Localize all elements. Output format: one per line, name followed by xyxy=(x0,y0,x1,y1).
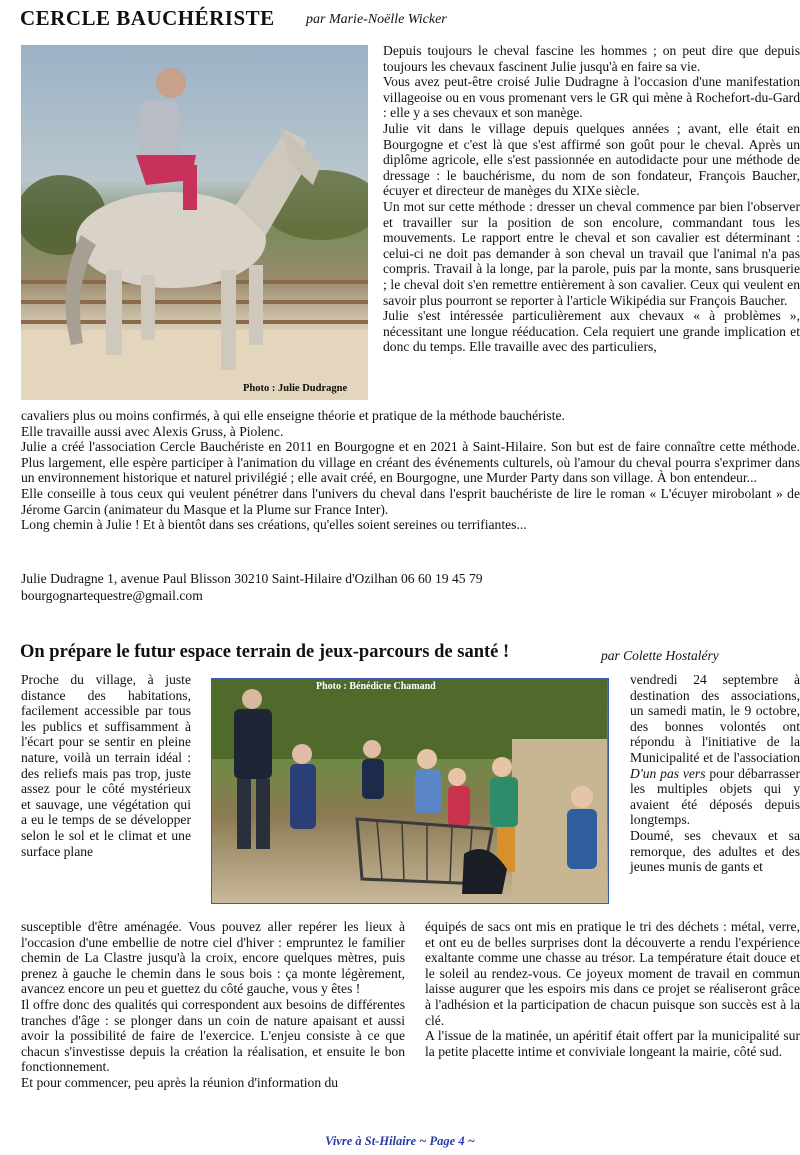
article2-left-full xyxy=(21,919,405,1091)
volunteers-illustration xyxy=(212,679,607,902)
paragraph: Proche du village, à juste distance des habitations, facilement accessible par tous les publics et suffisamment à l'écart pour se sentir en pleine nature, voilà un terrain idéal : des reliefs mais pas trop, juste assez pour le côté mystérieux et sauvage, une végétation qui a eu le temps de se développer selon le sol et le climat et une surface plane xyxy=(21,672,191,859)
article1-full-text xyxy=(21,408,800,533)
photo-caption: Photo : Bénédicte Chamand xyxy=(316,681,436,692)
paragraph: Julie vit dans le village depuis quelques années ; avant, elle était en Bourgogne et c'est là que s'est affirmé son goût pour le cheval. Après un diplôme agricole, elle s'est passionnée en autodidacte pour une méthode de dressage : le bauchérisme, du nom de son fondateur, François Baucher, écuyer et directeur de manèges du XIXe siècle. xyxy=(383,120,800,199)
paragraph: susceptible d'être aménagée. Vous pouvez aller repérer les lieux à l'occasion d'une embellie de notre ciel d'hiver : empruntez le familier chemin de La Clastre jusqu'à la croix, encore quelques mètres, puis prenez à gauche le chemin dans le sous bois : ça monte légèrement, avancez encore un peu et guettez du côté gauche, vous y êtes ! xyxy=(21,919,405,997)
contact-email[interactable]: bourgognartequestre@gmail.com xyxy=(21,588,203,603)
paragraph: Et pour commencer, peu après la réunion d'information du xyxy=(21,1074,339,1090)
horse-rider-photo xyxy=(21,45,368,400)
photo-caption: Photo : Julie Dudragne xyxy=(243,383,348,394)
paragraph: Un mot sur cette méthode : dresser un cheval commence par bien l'observer et travailler sur la position de son encolure, commandant tous les mouvements. Le rapport entre le cheval et son cavalier est déterminant : celui-ci ne doit pas demander à son cheval un travail que l'animal n'a pas compris. Travail à la longe, par la parole, puis par la monte, sans brusquerie ; le cheval doit s'en remettre entièrement à son cavalier. Ceux qui veulent en savoir plus pourront se reporter à l'article Wikipédia sur François Baucher. xyxy=(383,198,800,308)
text-segment: vendredi 24 septembre à destination des associations, un samedi matin, le 9 octobre, des bonnes volontés ont répondu à l'initiative de la Municipalité et de l'association xyxy=(630,672,800,765)
article2-right-column xyxy=(630,672,800,875)
article2-byline: par Colette Hostaléry xyxy=(601,648,719,663)
cleanup-volunteers-photo xyxy=(211,678,609,904)
association-name: D'un pas vers xyxy=(630,765,706,781)
paragraph: cavaliers plus ou moins confirmés, à qui elle enseigne théorie et pratique de la méthode bauchériste. xyxy=(21,408,565,423)
page-footer: Vivre à St-Hilaire ~ Page 4 ~ xyxy=(325,1134,475,1148)
paragraph: Depuis toujours le cheval fascine les hommes ; on peut dire que depuis toujours les chevaux fascinent Julie jusqu'à en faire sa vie. xyxy=(383,43,800,74)
paragraph: Long chemin à Julie ! Et à bientôt dans ses créations, qu'elles soient sereines ou terrifiantes... xyxy=(21,517,527,533)
paragraph: équipés de sacs ont mis en pratique le tri des déchets : métal, verre, et ont eu de belles surprises dont la découverte a rendu l'expérience exaltante comme une chasse au trésor. La température était douce et le soleil au rendez-vous. Ce joyeux moment de travail en commun laisse augurer que les espoirs mis dans ce projet se réaliseront grâce à l'adhésion et la participation de chacun puisque son succès est à la clé. xyxy=(425,919,800,1028)
article2-left-column xyxy=(21,672,191,859)
article2-title: On prépare le futur espace terrain de jeux-parcours de santé ! xyxy=(20,642,510,662)
paragraph: Elle conseille à tous ceux qui veulent pénétrer dans l'univers du cheval dans l'esprit bauchériste de lire le roman « L'écuyer mirobolant » de Jérome Garcin (animateur du Masque et la Plume sur France Inter). xyxy=(21,485,800,517)
contact-address: Julie Dudragne 1, avenue Paul Blisson 30210 Saint-Hilaire d'Ozilhan 06 60 19 45 79 xyxy=(21,571,483,586)
paragraph: Elle travaille aussi avec Alexis Gruss, à Piolenc. xyxy=(21,423,284,439)
article1-column-text xyxy=(383,43,800,355)
paragraph: Doumé, ses chevaux et sa remorque, des adultes et des jeunes munis de gants et xyxy=(630,827,800,875)
paragraph: A l'issue de la matinée, un apéritif était offert par la municipalité sur la petite placette intime et conviviale longeant la mairie, côté sud. xyxy=(425,1028,800,1059)
article1-title: CERCLE BAUCHÉRISTE xyxy=(20,6,275,30)
paragraph: Julie s'est intéressée particulièrement aux chevaux « à problèmes », nécessitant une longue rééducation. Cela requiert une grande implication et donc du temps. Elle travaille avec des particuliers, xyxy=(383,308,800,355)
contact-block xyxy=(21,570,800,604)
article1-byline: par Marie-Noëlle Wicker xyxy=(306,12,447,27)
horse-rider-illustration xyxy=(21,45,368,400)
paragraph: Il offre donc des qualités qui correspondent aux besoins de différentes tranches d'âge : se plonger dans un coin de nature apaisant et aussi avoir la possibilité de faire de l'exercice. L'enjeu consiste à ce que chacun s'investisse depuis la création la réalisation, et ensuite le bon fonctionnement. xyxy=(21,996,405,1075)
article2-right-full xyxy=(425,919,800,1059)
text-segment: pour débarrasser les multiples objets qui y avaient été déposés depuis longtemps. xyxy=(630,765,800,828)
paragraph: Vous avez peut-être croisé Julie Dudragne à l'occasion d'une manifestation villageoise ou en vous promenant vers le GR qui mène à Rochefort-du-Gard : elle y a ses chevaux et son manège. xyxy=(383,74,800,121)
paragraph xyxy=(630,672,800,828)
paragraph: Julie a créé l'association Cercle Bauchériste en 2011 en Bourgogne et en 2021 à Saint-Hilaire. Son but est de faire connaître cette méthode. Plus largement, elle espère participer à l'animation du village en créant des événements culturels, où l'amour du cheval pourra s'exprimer dans un environnement historique et naturel privilégié ; elle avait créé, en Bourgogne, une Murder Party dans son village. À bon entendeur... xyxy=(21,439,800,486)
